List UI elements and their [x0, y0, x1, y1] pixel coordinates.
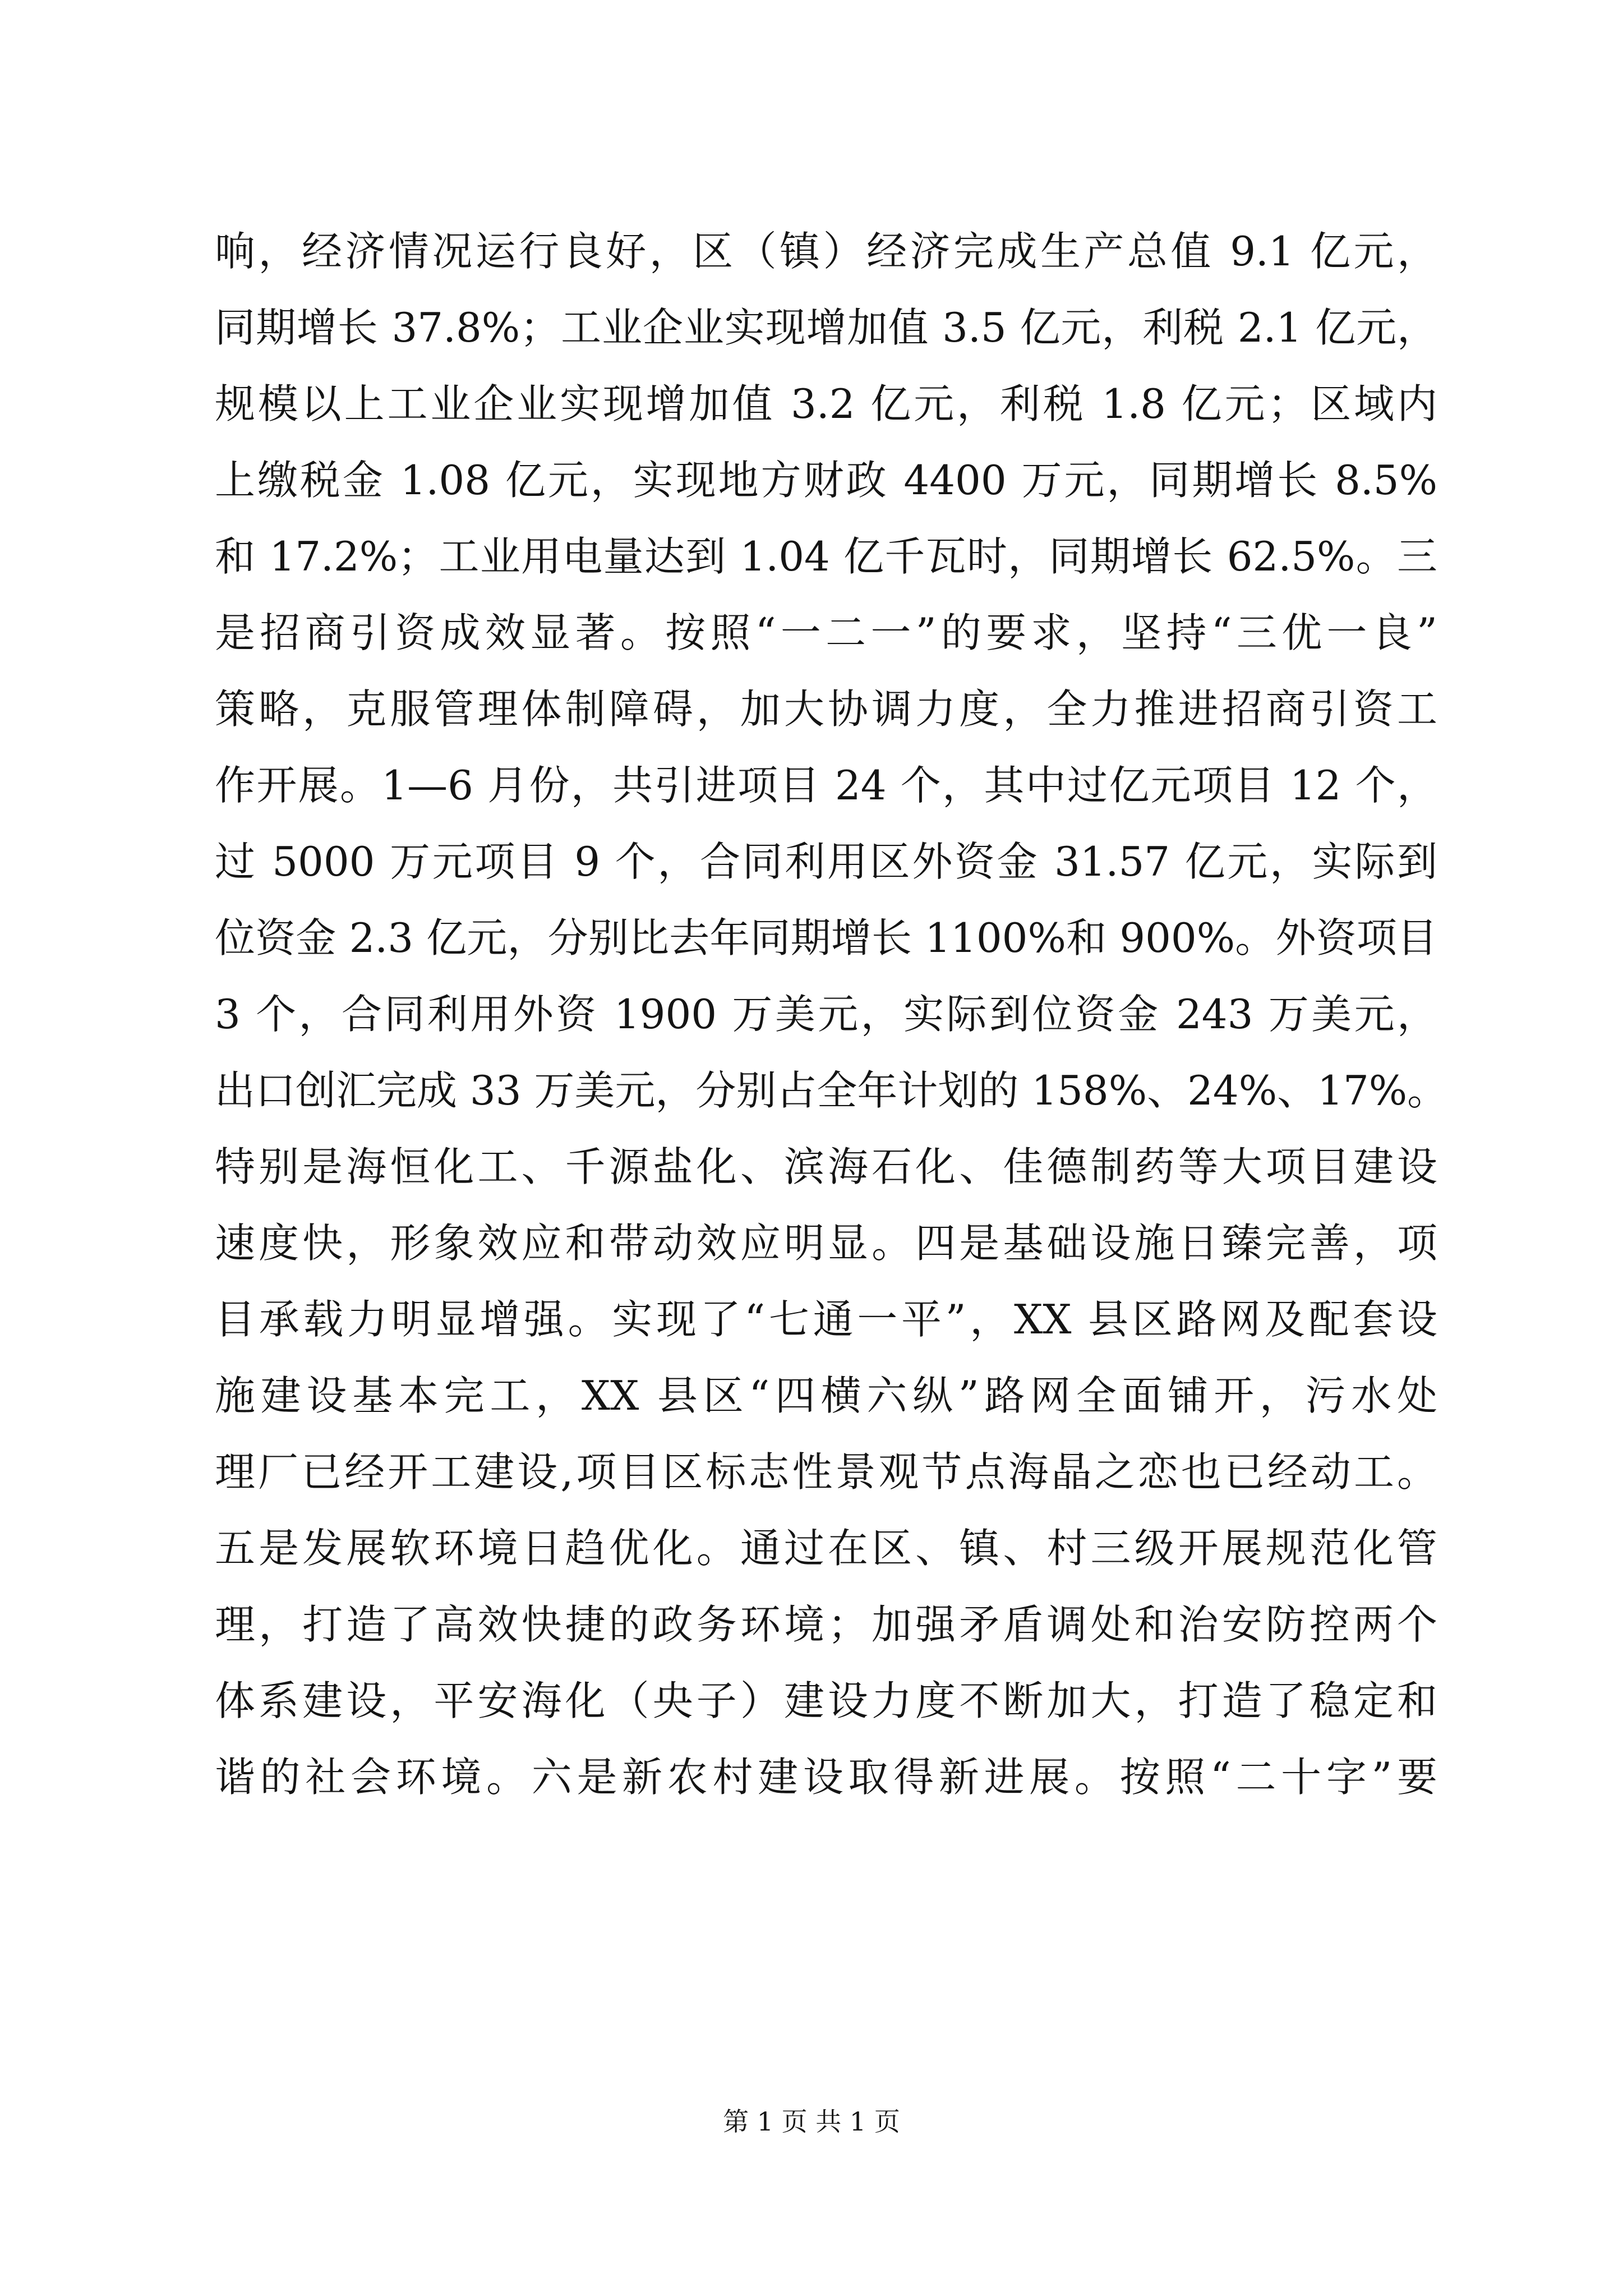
text-line: 过 5000 万元项目 9 个，合同利用区外资金 31.57 亿元，实际到	[215, 838, 1437, 885]
text-line: 响，经济情况运行良好，区（镇）经济完成生产总值 9.1 亿元，	[215, 228, 1437, 275]
text-line: 3 个，合同利用外资 1900 万美元，实际到位资金 243 万美元，	[215, 991, 1437, 1038]
body-text	[215, 213, 1448, 1815]
text-line: 目承载力明显增强。实现了“七通一平”，XX 县区路网及配套设	[215, 1296, 1437, 1343]
text-line: 速度快，形象效应和带动效应明显。四是基础设施日臻完善，项	[215, 1220, 1437, 1267]
text-line: 策略，克服管理体制障碍，加大协调力度，全力推进招商引资工	[215, 685, 1437, 733]
text-line: 五是发展软环境日趋优化。通过在区、镇、村三级开展规范化管	[215, 1525, 1437, 1572]
page-footer: 第 1 页 共 1 页	[723, 2106, 900, 2137]
text-line: 同期增长 37.8%；工业企业实现增加值 3.5 亿元，利税 2.1 亿元，	[215, 304, 1437, 351]
text-line: 位资金 2.3 亿元，分别比去年同期增长 1100%和 900%。外资项目	[215, 914, 1437, 961]
text-line: 特别是海恒化工、千源盐化、滨海石化、佳德制药等大项目建设	[215, 1143, 1437, 1190]
text-line: 理厂已经开工建设,项目区标志性景观节点海晶之恋也已经动工。	[215, 1448, 1437, 1496]
text-line: 上缴税金 1.08 亿元，实现地方财政 4400 万元，同期增长 8.5%	[215, 457, 1437, 504]
text-line: 出口创汇完成 33 万美元，分别占全年计划的 158%、24%、17%。	[215, 1067, 1448, 1114]
text-line: 理，打造了高效快捷的政务环境；加强矛盾调处和治安防控两个	[215, 1601, 1437, 1648]
text-line: 规模以上工业企业实现增加值 3.2 亿元，利税 1.8 亿元；区域内	[215, 380, 1437, 427]
text-line: 体系建设，平安海化（央子）建设力度不断加大，打造了稳定和	[215, 1677, 1437, 1724]
text-line: 谐的社会环境。六是新农村建设取得新进展。按照“二十字”要	[215, 1754, 1437, 1801]
text-line: 和 17.2%；工业用电量达到 1.04 亿千瓦时，同期增长 62.5%。三	[215, 533, 1437, 580]
text-line: 是招商引资成效显著。按照“一二一”的要求，坚持“三优一良”	[215, 609, 1437, 656]
text-line: 施建设基本完工，XX 县区“四横六纵”路网全面铺开，污水处	[215, 1372, 1437, 1419]
text-line: 作开展。1—6 月份，共引进项目 24 个，其中过亿元项目 12 个，	[215, 762, 1437, 809]
